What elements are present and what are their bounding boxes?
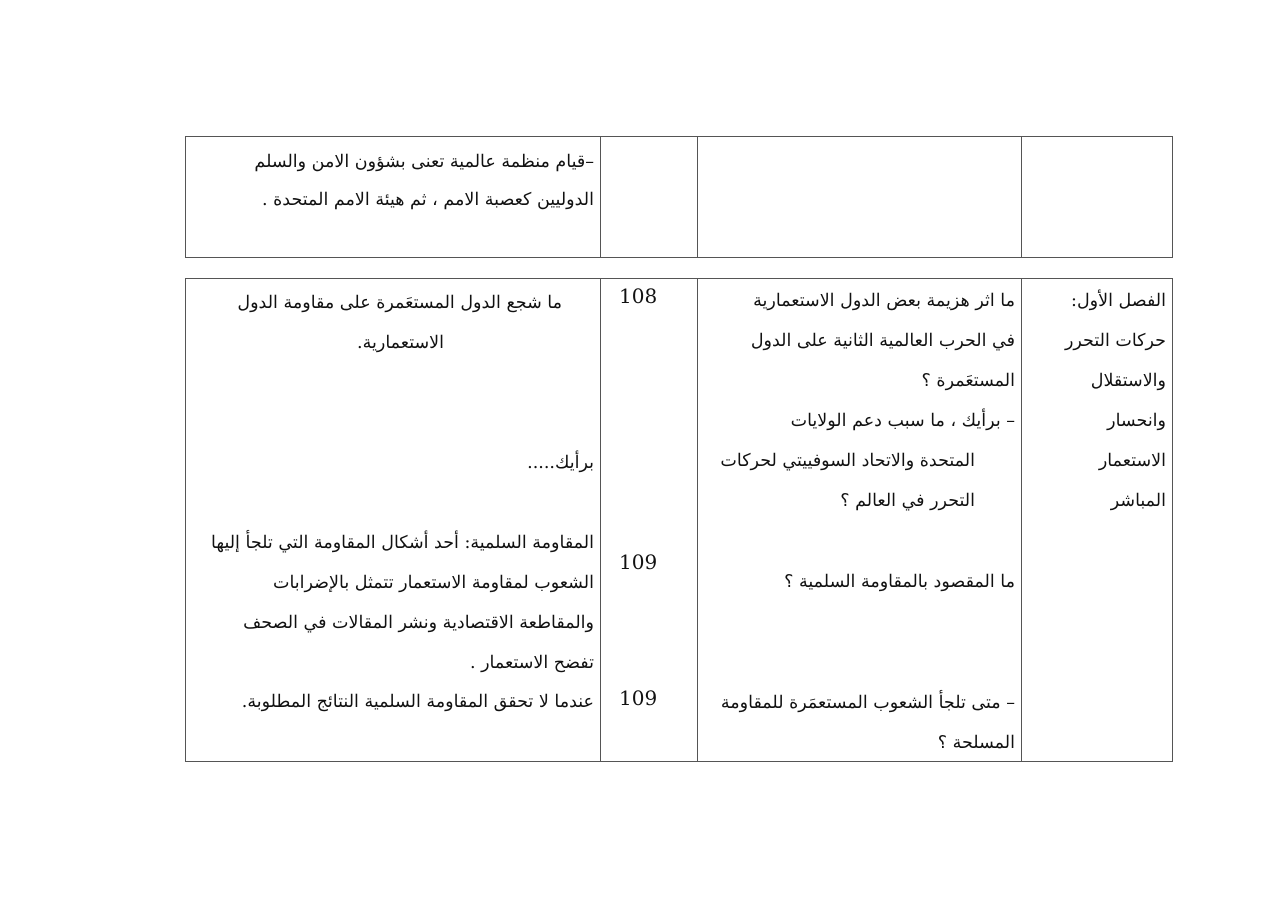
question-4-line-1: – متى تلجأ الشعوب المستعمَرة للمقاومة: [720, 693, 1015, 713]
top-question-cell: [698, 137, 1022, 257]
answer-3-line-2: الشعوب لمقاومة الاستعمار تتمثل بالإضرابات: [272, 573, 594, 593]
questions-cell: [698, 279, 1022, 761]
question-2-line-2: المتحدة والاتحاد السوفييتي لحركات: [720, 451, 975, 471]
question-1-line-3: المستعَمرة ؟: [921, 371, 1015, 391]
top-page-cell: [601, 137, 698, 257]
chapter-line-2: حركات التحرر: [1064, 331, 1166, 351]
question-4-line-2: المسلحة ؟: [937, 733, 1015, 753]
question-2-line-3: التحرر في العالم ؟: [840, 491, 975, 511]
answer-3-line-4: تفضح الاستعمار .: [469, 653, 594, 673]
answer-4-line-1: عندما لا تحقق المقاومة السلمية النتائج المطلوبة.: [241, 692, 594, 712]
page-number-1: 108: [619, 284, 658, 308]
page-number-2: 109: [619, 550, 658, 574]
answer-3-line-1: المقاومة السلمية: أحد أشكال المقاومة التي تلجأ إليها: [211, 533, 594, 553]
answers-cell: [186, 279, 601, 761]
chapter-line-5: الاستعمار: [1098, 451, 1166, 471]
main-table: [185, 278, 1173, 762]
top-table: [185, 136, 1173, 258]
question-1-line-2: في الحرب العالمية الثانية على الدول: [750, 331, 1015, 351]
chapter-line-4: وانحسار: [1107, 411, 1166, 431]
question-1-line-1: ما اثر هزيمة بعض الدول الاستعمارية: [753, 291, 1015, 311]
top-answer-line-2: الدوليين كعصبة الامم ، ثم هيئة الامم المتحدة .: [261, 190, 594, 210]
answer-1-line-2: الاستعمارية.: [357, 333, 444, 353]
top-chapter-cell: [1022, 137, 1172, 257]
chapter-cell: [1022, 279, 1172, 761]
answer-1-line-1: ما شجع الدول المستعَمرة على مقاومة الدول: [237, 293, 562, 313]
question-2-line-1: – برأيك ، ما سبب دعم الولايات: [790, 411, 1015, 431]
pages-cell: [601, 279, 698, 761]
chapter-line-3: والاستقلال: [1090, 371, 1166, 391]
question-3-line-1: ما المقصود بالمقاومة السلمية ؟: [784, 572, 1015, 592]
page-number-3: 109: [619, 686, 658, 710]
chapter-line-1: الفصل الأول:: [1071, 291, 1166, 311]
top-answer-line-1: –قيام منظمة عالمية تعنى بشؤون الامن والسلم: [254, 152, 594, 172]
chapter-line-6: المباشر: [1110, 491, 1166, 511]
top-answer-cell: [186, 137, 601, 257]
answer-3-line-3: والمقاطعة الاقتصادية ونشر المقالات في الصحف: [243, 613, 594, 633]
answer-2-line-1: برأيك.....: [527, 453, 594, 473]
